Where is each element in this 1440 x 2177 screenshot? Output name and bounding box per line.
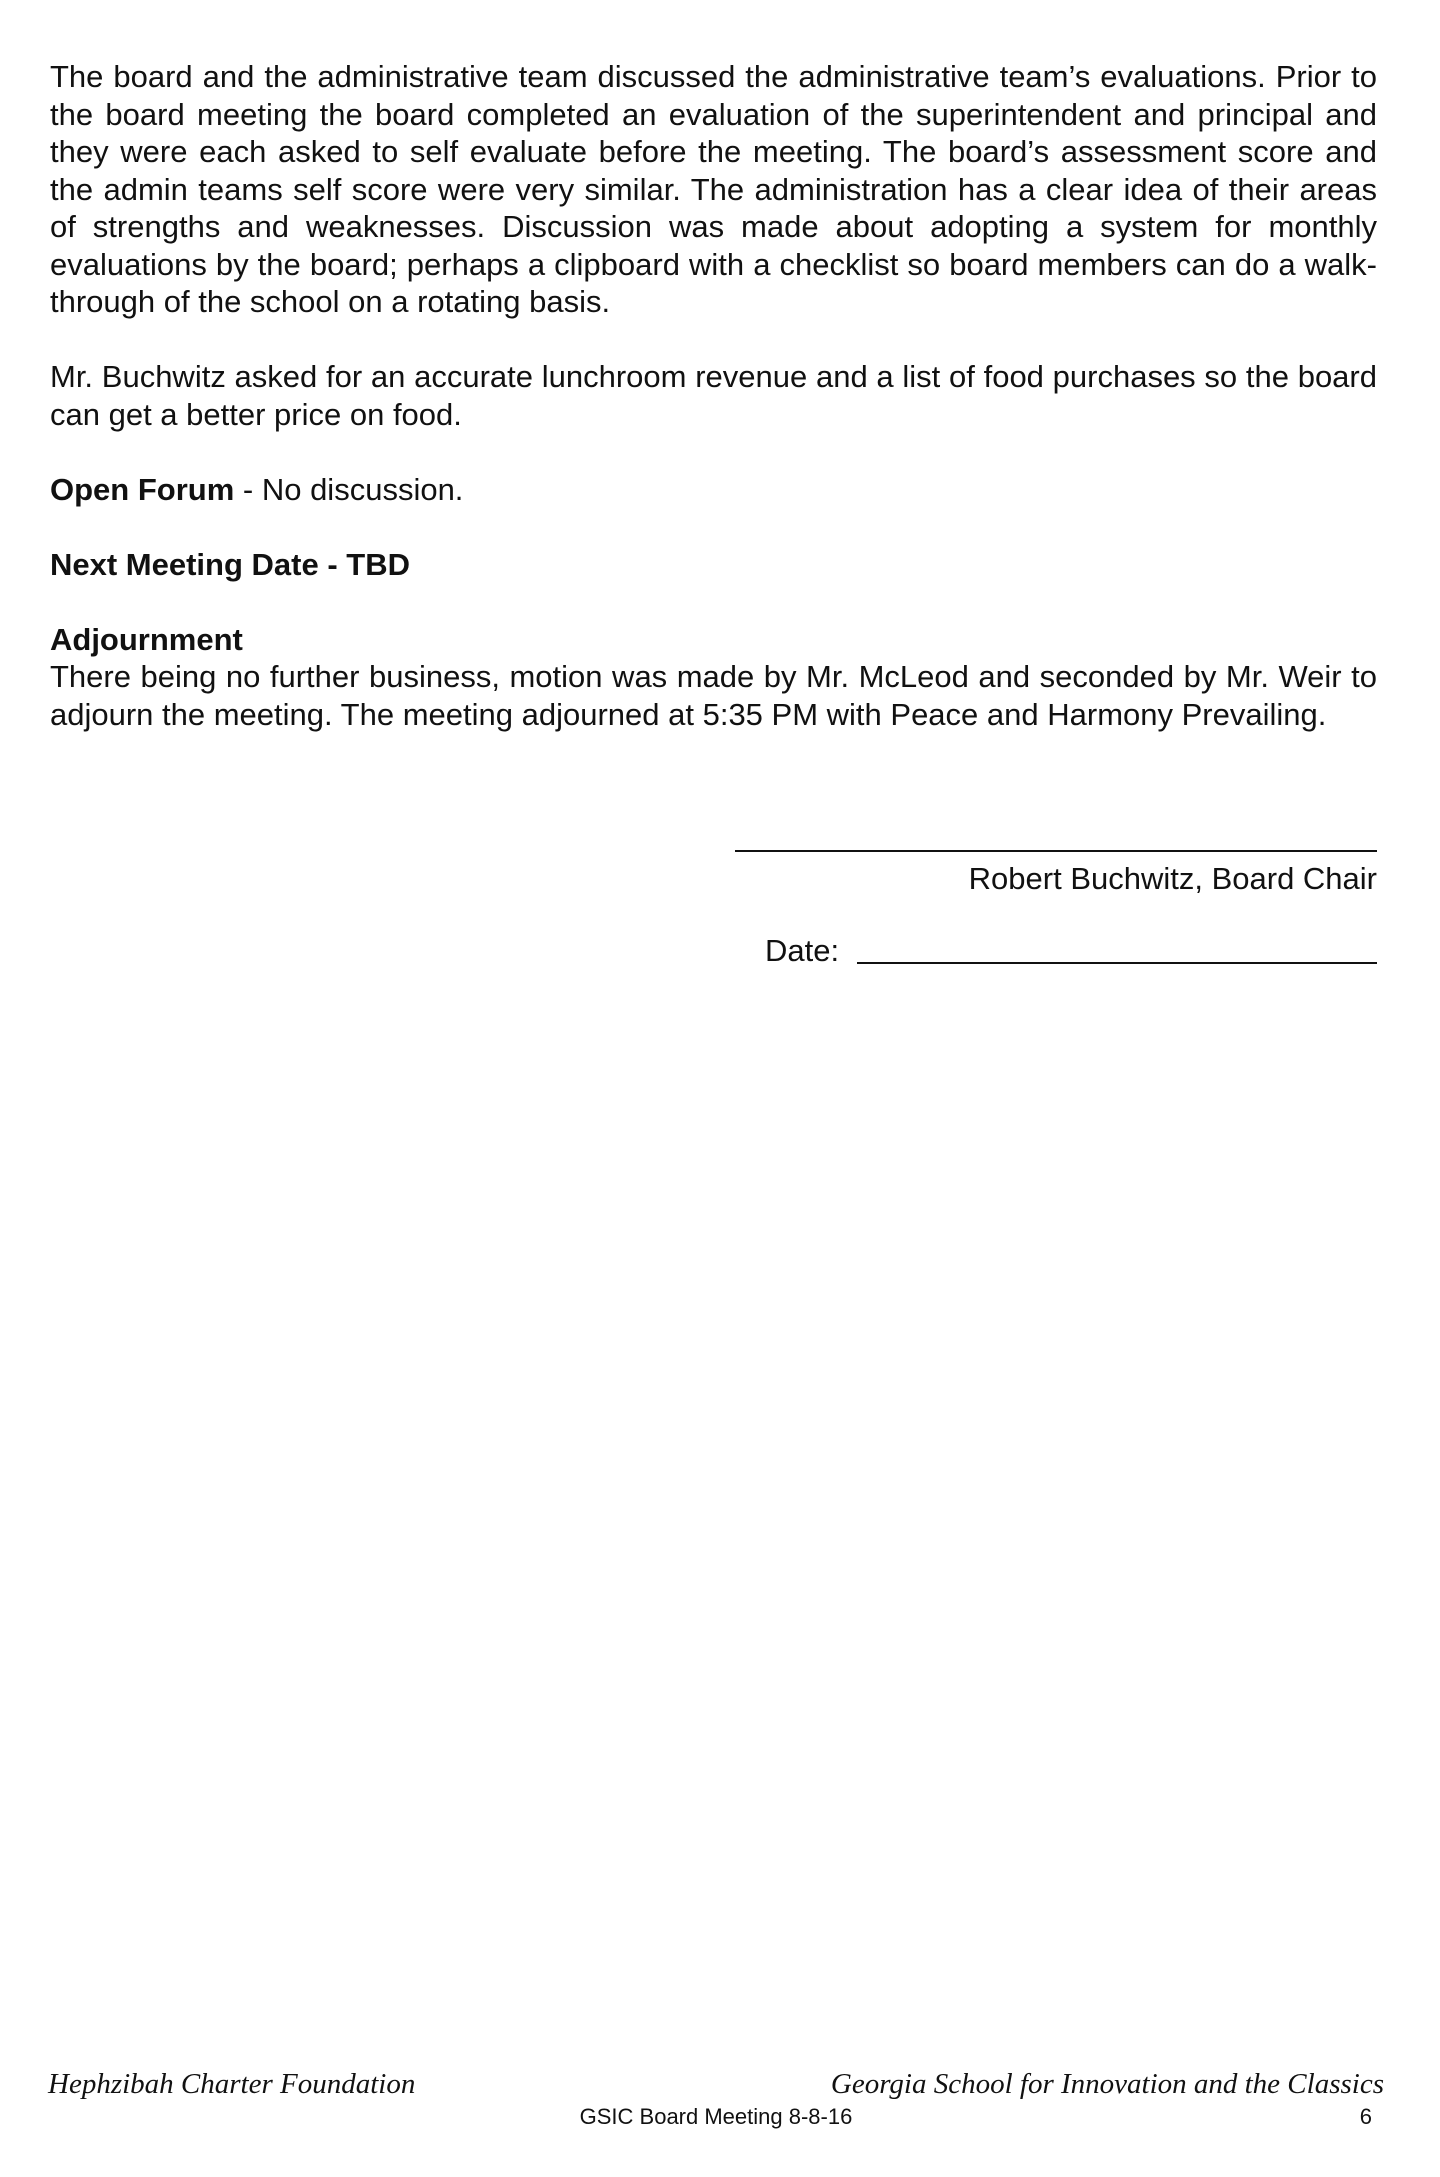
adjournment-heading: Adjournment bbox=[50, 621, 243, 657]
lunchroom-paragraph: Mr. Buchwitz asked for an accurate lunchroom revenue and a list of food purchases so the board can get a better price on food. bbox=[50, 359, 1377, 432]
footer-school: Georgia School for Innovation and the Classics bbox=[830, 2068, 1384, 2100]
footer-foundation: Hephzibah Charter Foundation bbox=[48, 2068, 416, 2100]
page-number: 6 bbox=[1359, 2104, 1372, 2129]
open-forum-line bbox=[50, 471, 1377, 509]
date-row bbox=[765, 932, 1377, 970]
evaluations-paragraph: The board and the administrative team discussed the administrative team’s evaluations. Prior to the board meeting the board completed an evaluation of the superintendent and principal and they were each asked to self evaluate before the meeting. The board’s assessment score and the admin teams self score were very similar. The administration has a clear idea of their areas of strengths and weaknesses. Discussion was made about adopting a system for monthly evaluations by the board; perhaps a clipboard with a checklist so board members can do a walk-through of the school on a rotating basis. bbox=[50, 59, 1377, 319]
open-forum-heading: Open Forum bbox=[50, 471, 235, 507]
adjournment-paragraph: There being no further business, motion was made by Mr. McLeod and seconded by Mr. Weir to adjourn the meeting. The meeting adjourned at 5:35 PM with Peace and Harmony Prevailing. bbox=[50, 659, 1377, 732]
signature-line bbox=[735, 820, 1377, 852]
footer-meeting: GSIC Board Meeting 8-8-16 bbox=[579, 2104, 853, 2129]
date-line bbox=[857, 932, 1377, 964]
open-forum-text: - No discussion. bbox=[234, 471, 464, 507]
signatory-name: Robert Buchwitz, Board Chair bbox=[968, 861, 1377, 896]
minutes-body bbox=[50, 58, 1377, 733]
next-meeting-heading: Next Meeting Date - TBD bbox=[50, 546, 410, 582]
signature-block bbox=[735, 820, 1377, 898]
date-label: Date: bbox=[765, 933, 840, 968]
